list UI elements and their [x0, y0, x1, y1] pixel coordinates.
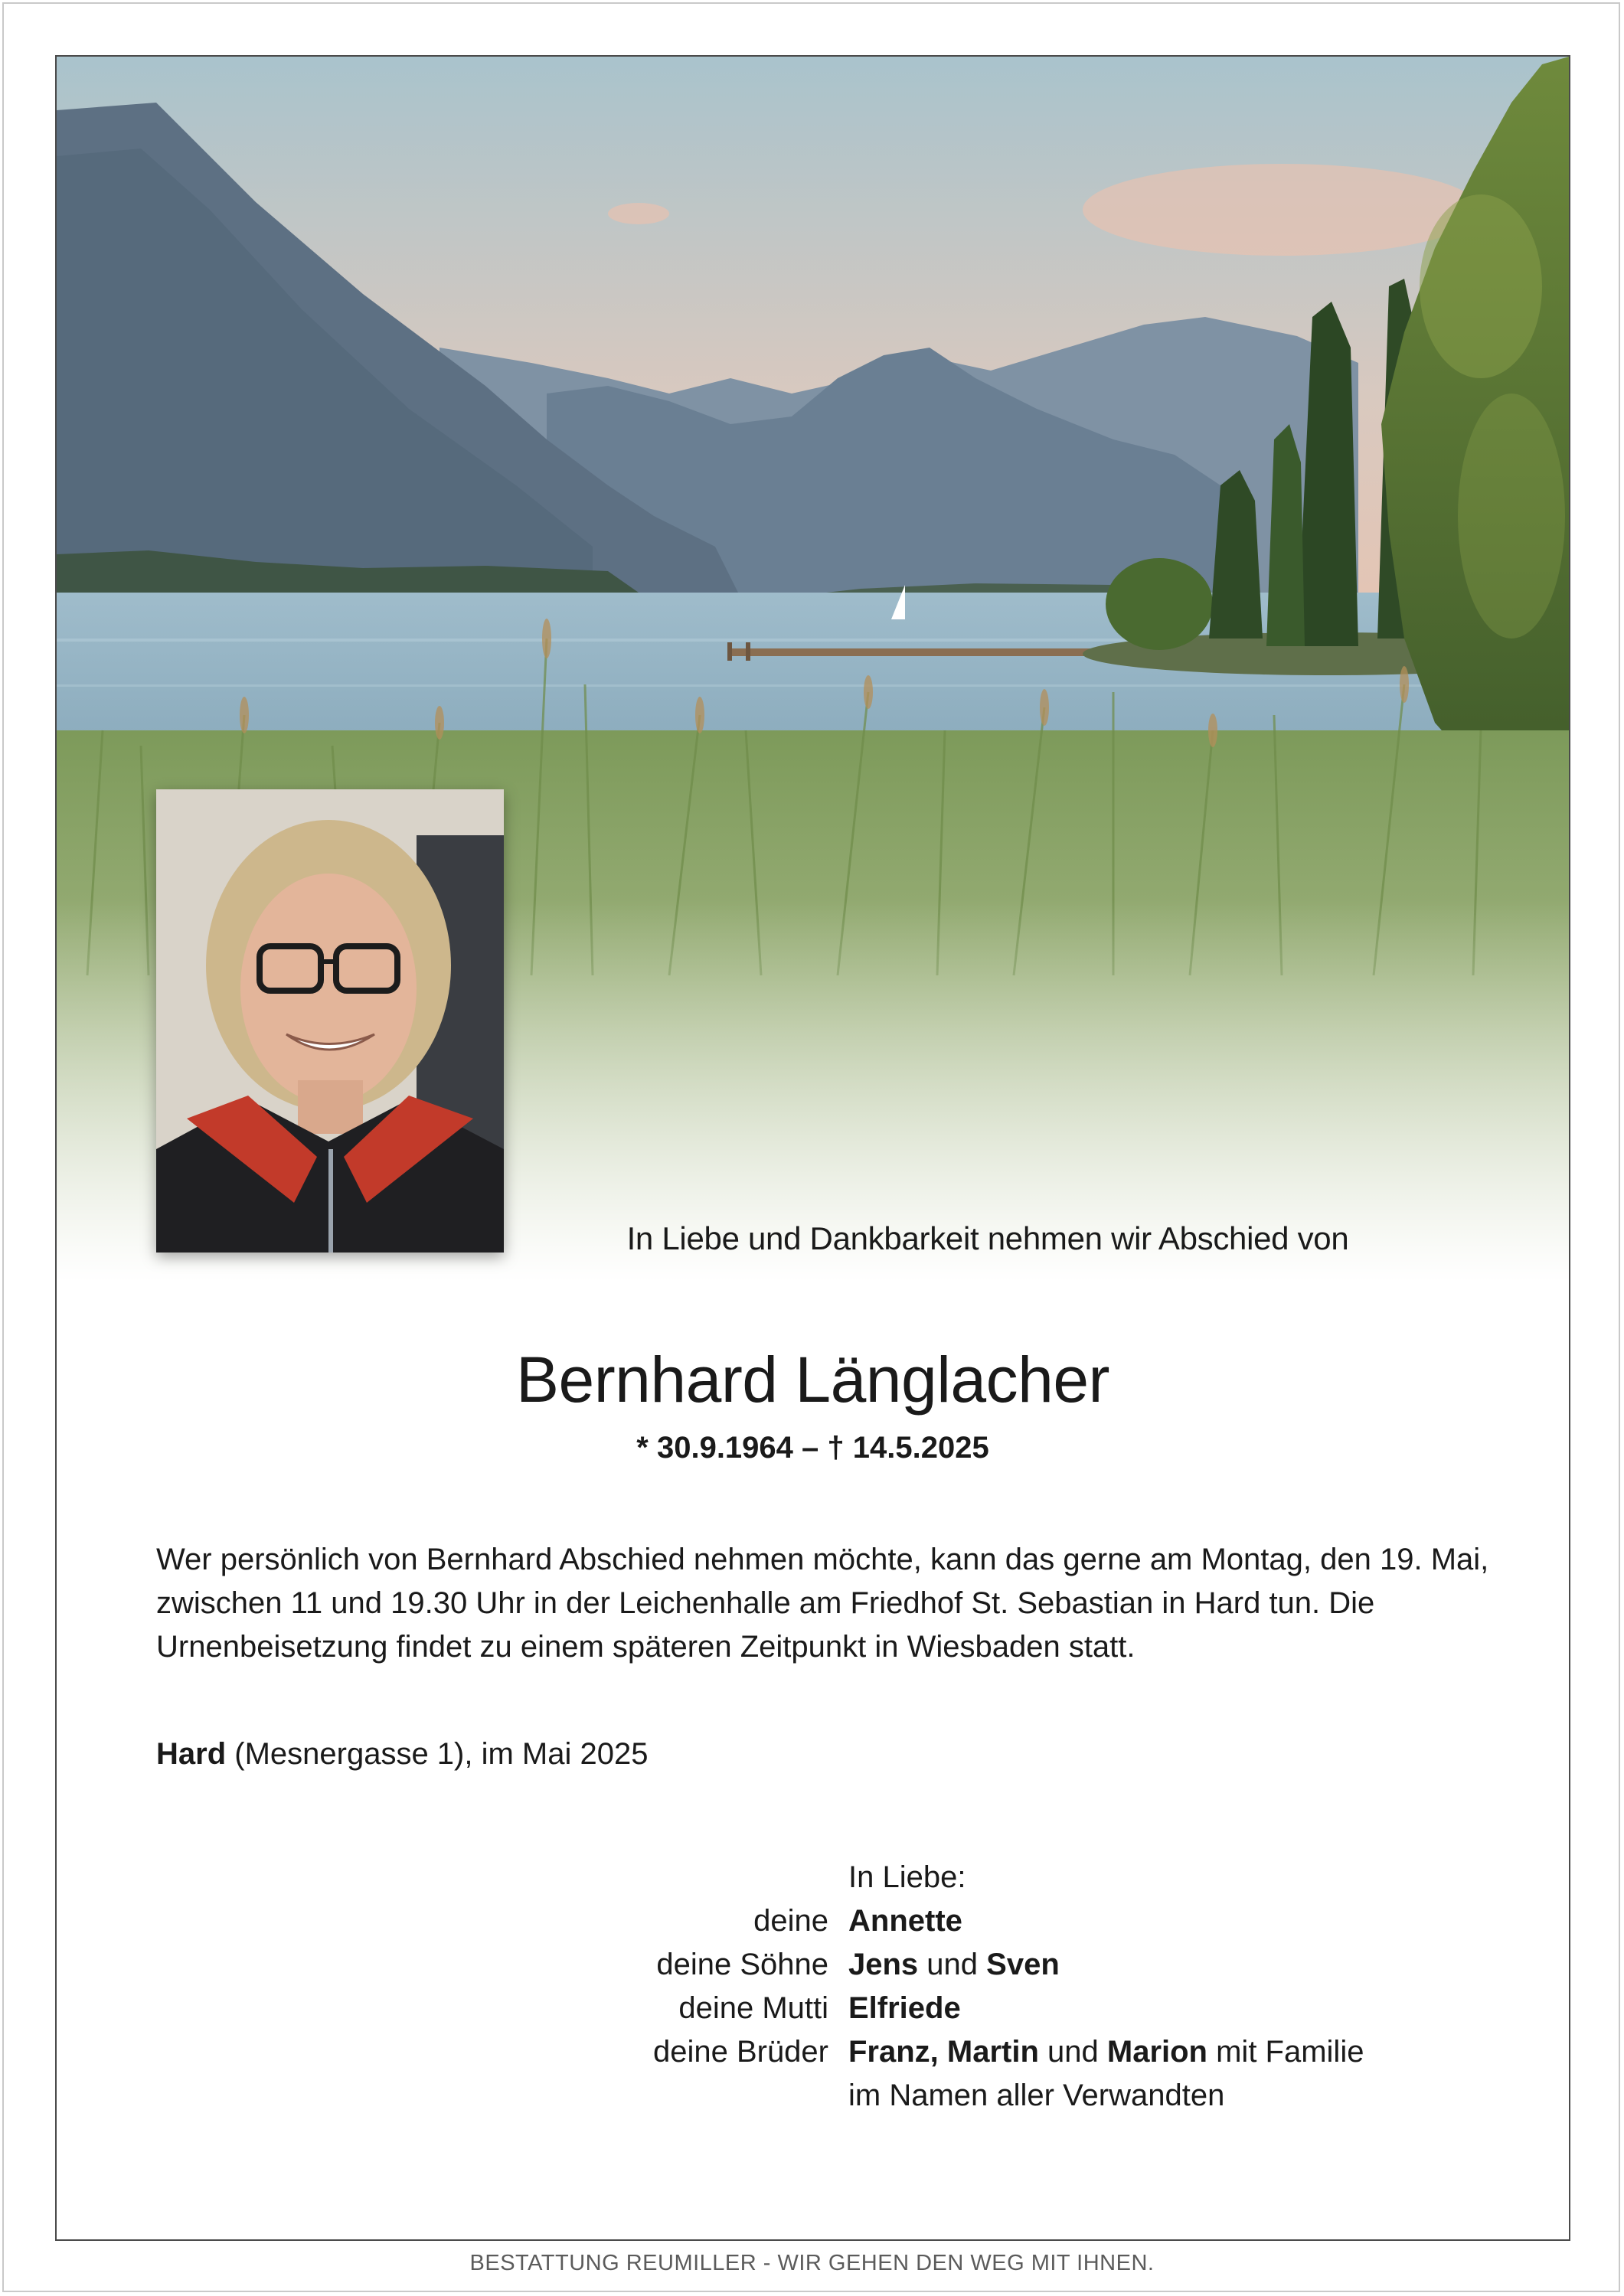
- mourner-relation: deine Mutti: [678, 1991, 828, 2025]
- place-details: (Mesnergasse 1), im Mai 2025: [226, 1737, 649, 1771]
- mourner-connector: und: [918, 1948, 987, 1981]
- mourner-names: [848, 2030, 1527, 2074]
- mourner-names: [848, 1943, 1527, 1987]
- place-name: Hard: [156, 1737, 227, 1771]
- memorial-card: [55, 55, 1570, 2241]
- mourner-name: Annette: [848, 1904, 962, 1938]
- mourner-name: Jens: [848, 1948, 919, 1981]
- mourner-relation: deine Brüder: [652, 2035, 828, 2069]
- mourner-connector: mit Familie: [1207, 2035, 1364, 2069]
- life-dates: * 30.9.1964 – † 14.5.2025: [636, 1431, 989, 1465]
- mourner-row: [531, 1987, 1527, 2030]
- mourner-relation: deine: [753, 1904, 828, 1938]
- farewell-notice: Wer persönlich von Bernhard Abschied nehmen möchte, kann das gerne am Montag, den 19. Mai, zwischen 11 und 19.30 Uhr in der Leichenhalle am Friedhof St. Sebastian in Hard tun. Die Urnenbeisetzung findet zu einem späteren Zeitpunkt in Wiesbaden statt.: [156, 1543, 1489, 1664]
- mourner-name: Franz, Martin: [848, 2035, 1039, 2069]
- footer-slogan: BESTATTUNG REUMILLER - WIR GEHEN DEN WEG MIT IHNEN.: [469, 2251, 1155, 2275]
- deceased-name: Bernhard Länglacher: [515, 1344, 1110, 1416]
- mourner-row: [531, 2030, 1527, 2074]
- mourner-name: Elfriede: [848, 1991, 961, 2025]
- mourners-closing-row: [531, 2074, 1527, 2118]
- place-date-line: [156, 1737, 648, 1772]
- mourner-connector: und: [1038, 2035, 1107, 2069]
- mourner-relation: deine Söhne: [656, 1948, 828, 1981]
- mourners-closing: im Namen aller Verwandten: [848, 2079, 1225, 2112]
- mourners-list: [531, 1856, 1527, 2118]
- mourner-name: Sven: [986, 1948, 1060, 1981]
- mourner-names: [848, 1987, 1527, 2030]
- mourner-row: [531, 1943, 1527, 1987]
- mourner-names: [848, 1899, 1527, 1943]
- mourner-row: [531, 1899, 1527, 1943]
- mourners-heading: In Liebe:: [848, 1860, 966, 1894]
- mourner-name: Marion: [1106, 2035, 1207, 2069]
- portrait-photo: [156, 789, 504, 1253]
- mourners-heading-row: [531, 1856, 1527, 1899]
- intro-line: In Liebe und Dankbarkeit nehmen wir Abschied von: [626, 1220, 1349, 1256]
